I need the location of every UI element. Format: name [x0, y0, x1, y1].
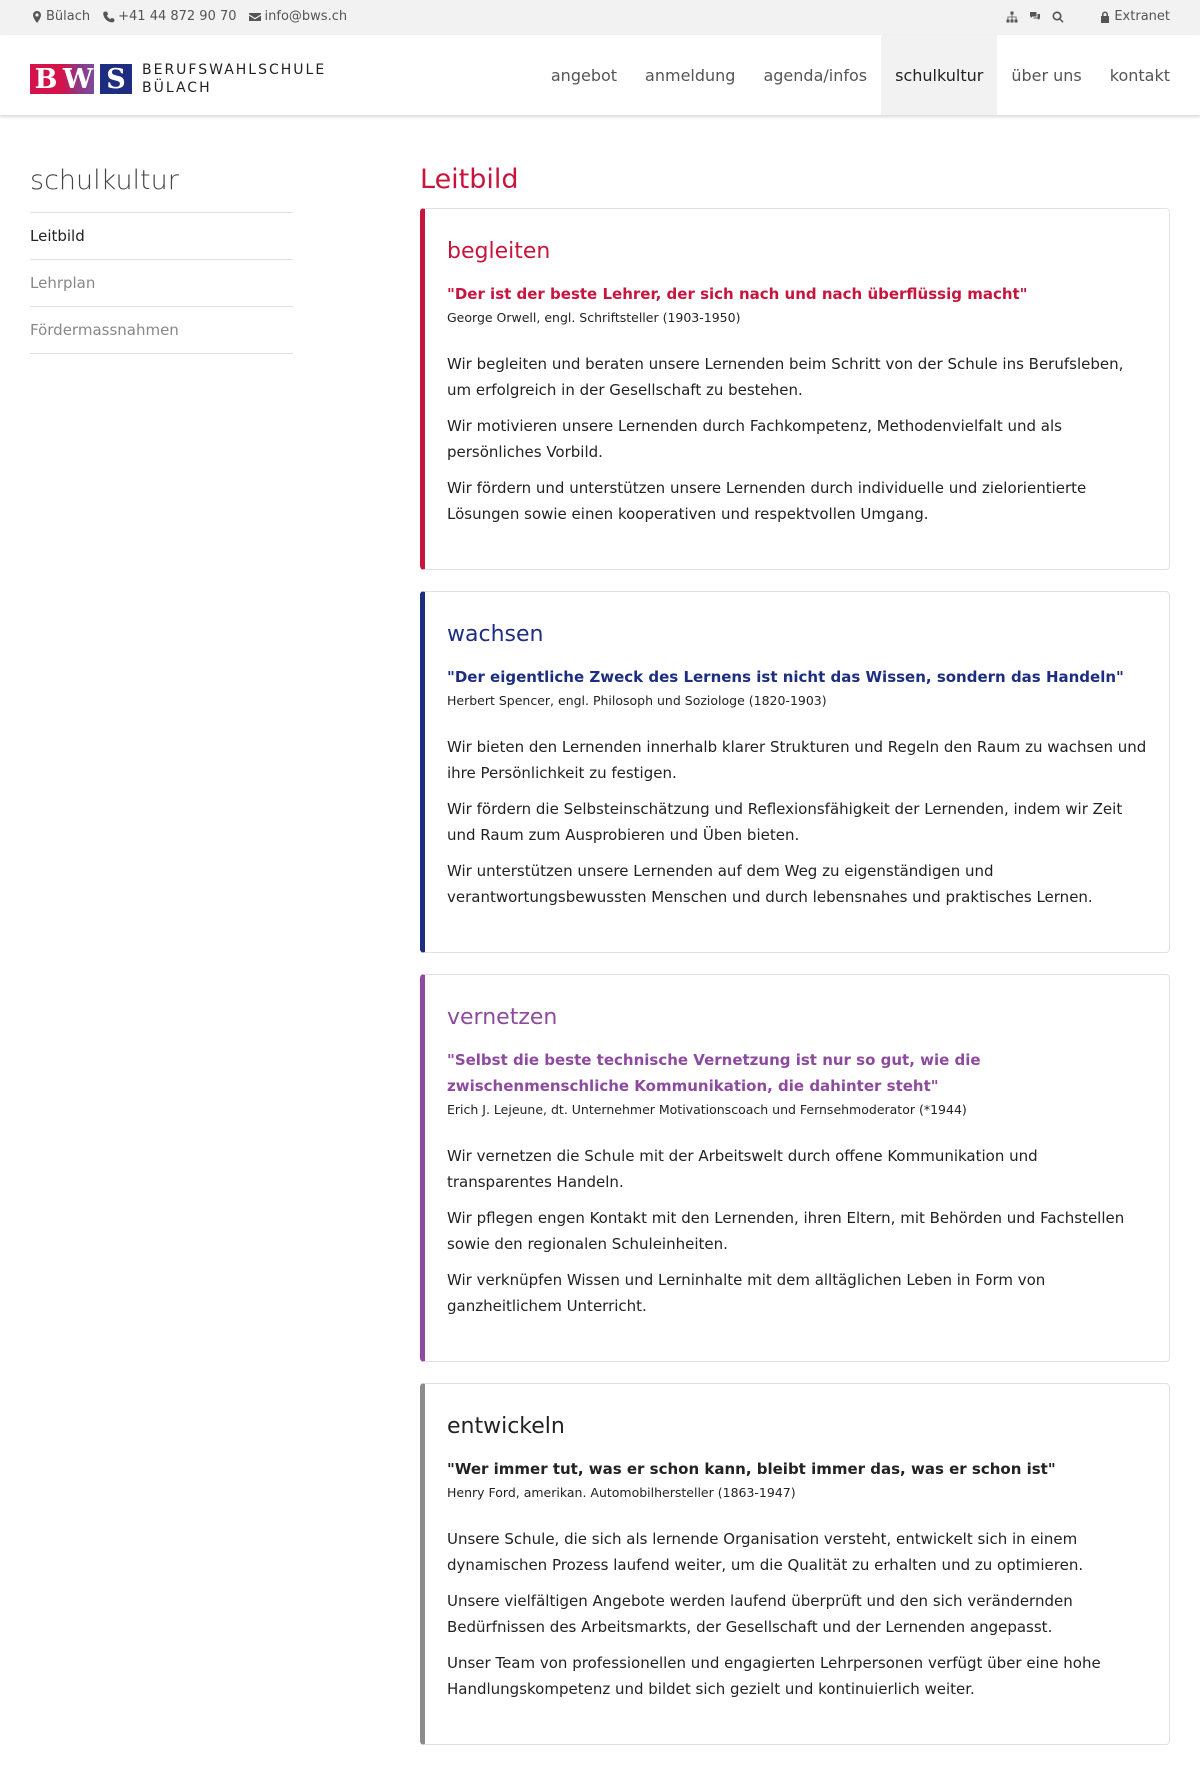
card-wachsen [420, 591, 1170, 953]
logo-mark [30, 64, 132, 94]
card-vernetzen [420, 974, 1170, 1362]
phone-text: +41 44 872 90 70 [118, 9, 237, 24]
logo-line2: BÜLACH [142, 80, 212, 96]
card-quote: "Der eigentliche Zweck des Lernens ist nicht das Wissen, sondern das Handeln" [447, 668, 1124, 686]
envelope-icon [249, 10, 262, 23]
main-nav [537, 35, 1184, 115]
card-paragraph: Unser Team von professionellen und engagierten Lehrpersonen verfügt über eine hohe Handlungskompetenz und bildet sich gezielt und kontinuierlich weiter. [447, 1654, 1101, 1698]
nav-agenda-infos[interactable]: agenda/infos [763, 65, 868, 85]
phone-icon [102, 10, 115, 23]
card-paragraph: Wir vernetzen die Schule mit der Arbeitswelt durch offene Kommunikation und transparentes Handeln. [447, 1147, 1038, 1191]
logo-letter-s: S [100, 64, 132, 94]
card-heading: wachsen [447, 622, 544, 647]
map-marker-icon [30, 10, 43, 23]
logo-text [142, 61, 326, 97]
lock-icon [1098, 10, 1111, 23]
card-paragraph: Wir pflegen engen Kontakt mit den Lernenden, ihren Eltern, mit Behörden und Fachstellen sowie den regionalen Schuleinheiten. [447, 1209, 1125, 1253]
nav-kontakt[interactable]: kontakt [1109, 65, 1170, 85]
nav-ueber-uns[interactable]: über uns [1011, 65, 1082, 85]
card-paragraph: Wir unterstützen unsere Lernenden auf dem Weg zu eigenständigen und verantwortungsbewussten Menschen und durch lebensnahes und praktisches Lernen. [447, 862, 1093, 906]
sidebar-item-lehrplan[interactable]: Lehrplan [30, 260, 293, 307]
sidebar-item-foerdermassnahmen[interactable]: Fördermassnahmen [30, 307, 293, 354]
card-author: Herbert Spencer, engl. Philosoph und Soziologe (1820-1903) [447, 693, 827, 708]
comments-icon[interactable] [1028, 10, 1041, 23]
phone-link[interactable] [102, 9, 236, 24]
search-icon[interactable] [1051, 10, 1064, 23]
card-heading: begleiten [447, 239, 551, 264]
card-quote: "Wer immer tut, was er schon kann, bleibt immer das, was er schon ist" [447, 1460, 1056, 1478]
sitemap-icon[interactable] [1005, 10, 1018, 23]
nav-angebot[interactable]: angebot [550, 65, 618, 85]
card-author: Henry Ford, amerikan. Automobilhersteller (1863-1947) [447, 1485, 796, 1500]
card-quote: "Selbst die beste technische Vernetzung ist nur so gut, wie die zwischenmenschliche Kommunikation, die dahinter steht" [447, 1051, 981, 1095]
email-text: info@bws.ch [264, 9, 348, 24]
card-heading: vernetzen [447, 1005, 558, 1030]
card-paragraph: Wir verknüpfen Wissen und Lerninhalte mit dem alltäglichen Leben in Form von ganzheitlichem Unterricht. [447, 1271, 1046, 1315]
card-paragraph: Unsere vielfältigen Angebote werden laufend überprüft und den sich verändernden Bedürfnissen des Arbeitsmarkts, der Gesellschaft und der Lernenden angepasst. [447, 1592, 1073, 1636]
card-paragraph: Unsere Schule, die sich als lernende Organisation versteht, entwickelt sich in einem dynamischen Prozess laufend weiter, um die Qualität zu erhalten und zu optimieren. [447, 1530, 1084, 1574]
card-paragraph: Wir motivieren unsere Lernenden durch Fachkompetenz, Methodenvielfalt und als persönliches Vorbild. [447, 417, 1062, 461]
email-link[interactable] [249, 9, 348, 24]
card-begleiten [420, 208, 1170, 570]
location-text: Bülach [46, 9, 91, 24]
sidebar [30, 165, 293, 354]
card-paragraph: Wir bieten den Lernenden innerhalb klarer Strukturen und Regeln den Raum zu wachsen und ihre Persönlichkeit zu festigen. [447, 738, 1147, 782]
extranet-link[interactable] [1098, 9, 1170, 24]
sidebar-item-leitbild[interactable]: Leitbild [30, 213, 293, 260]
card-paragraph: Wir fördern die Selbsteinschätzung und Reflexionsfähigkeit der Lernenden, indem wir Zeit und Raum zum Ausprobieren und Üben bieten. [447, 800, 1123, 844]
card-entwickeln [420, 1383, 1170, 1745]
page-title: Leitbild [420, 164, 519, 195]
logo-letter-b: B [30, 64, 62, 94]
card-paragraph: Wir fördern und unterstützen unsere Lernenden durch individuelle und zielorientierte Lösungen sowie einen kooperativen und respektvollen Umgang. [447, 479, 1087, 523]
main-content [420, 164, 1170, 1698]
nav-schulkultur[interactable]: schulkultur [881, 35, 997, 115]
card-author: George Orwell, engl. Schriftsteller (1903-1950) [447, 310, 741, 325]
card-paragraph: Wir begleiten und beraten unsere Lernenden beim Schritt von der Schule ins Berufsleben, um erfolgreich in der Gesellschaft zu bestehen. [447, 355, 1124, 399]
extranet-text: Extranet [1114, 9, 1170, 24]
location-item [30, 9, 90, 24]
site-header [0, 35, 1200, 115]
site-logo[interactable] [30, 61, 326, 97]
nav-anmeldung[interactable]: anmeldung [645, 65, 736, 85]
sidebar-title: schulkultur [30, 165, 293, 213]
logo-line1: BERUFSWAHLSCHULE [142, 62, 327, 78]
card-quote: "Der ist der beste Lehrer, der sich nach und nach überflüssig macht" [447, 285, 1028, 303]
card-heading: entwickeln [447, 1414, 565, 1439]
top-bar [0, 0, 1200, 35]
card-author: Erich J. Lejeune, dt. Unternehmer Motivationscoach und Fernsehmoderator (*1944) [447, 1102, 967, 1117]
logo-letter-w: W [62, 63, 94, 95]
